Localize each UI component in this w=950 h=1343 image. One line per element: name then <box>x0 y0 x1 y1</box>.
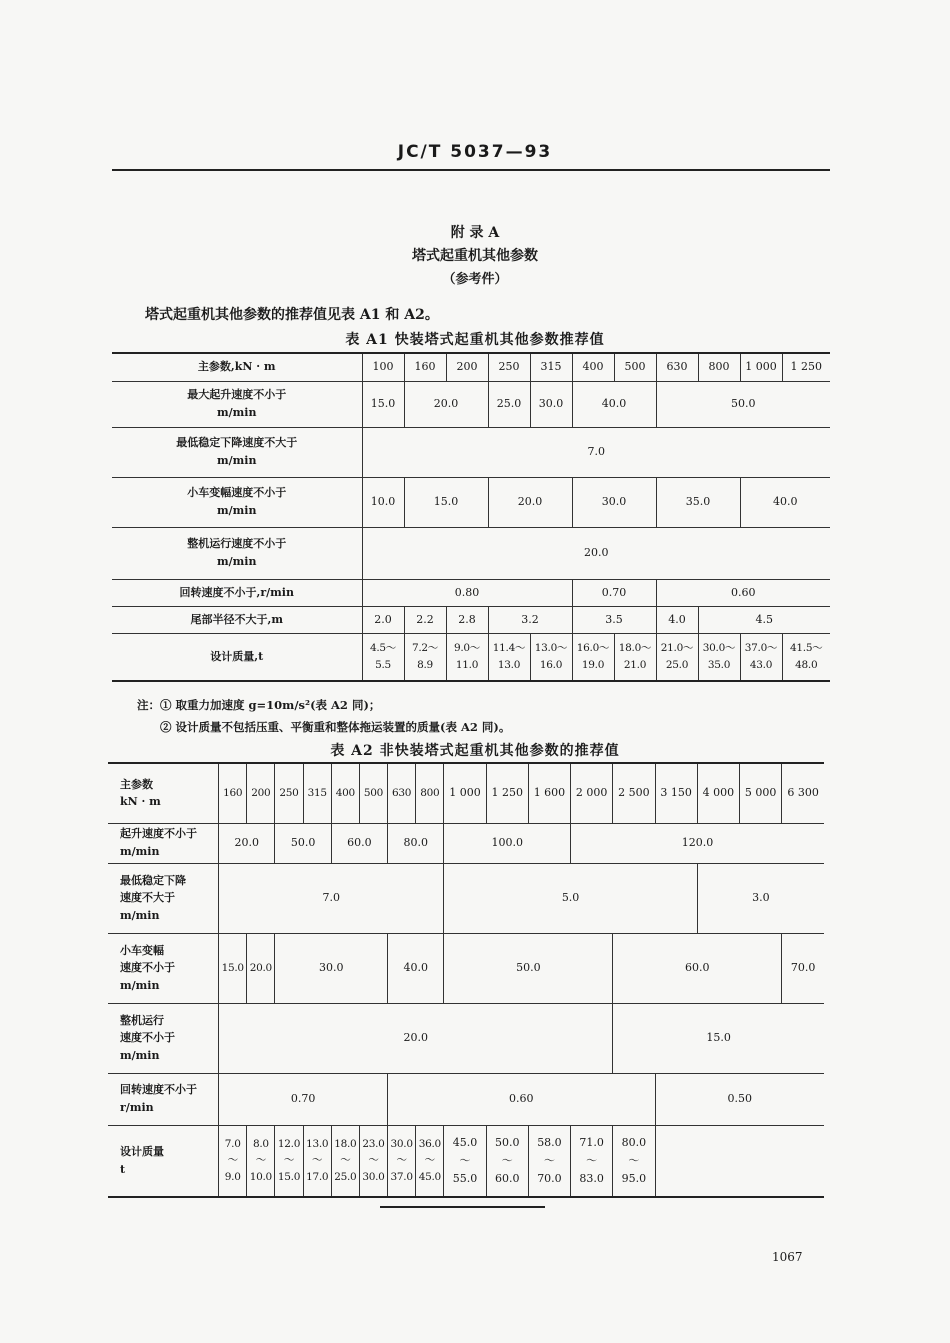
a1-hoist-label: 最大起升速度不小于 m/min <box>112 381 362 427</box>
a1-trolley-label: 小车变幅速度不小于 m/min <box>112 477 362 527</box>
a1-hoist-cell: 25.0 <box>488 381 530 427</box>
a2-header-cell: 3 150 <box>655 763 697 823</box>
a1-tail-cell: 2.8 <box>446 606 488 633</box>
a2-header-cell: 1 600 <box>528 763 570 823</box>
a1-header-cell: 315 <box>530 353 572 381</box>
a2-trolley-cell: 15.0 <box>219 933 247 1003</box>
a2-trolley-cell: 70.0 <box>782 933 824 1003</box>
a1-mass-label: 设计质量,t <box>112 633 362 681</box>
table-a1-caption: 表 A1 快装塔式起重机其他参数推荐值 <box>345 332 605 348</box>
a2-mass-cell: 71.0 ～ 83.0 <box>571 1125 613 1197</box>
intro-text: 塔式起重机其他参数的推荐值见表 A1 和 A2。 <box>145 307 439 323</box>
a2-hoist-label: 起升速度不小于 m/min <box>108 823 219 863</box>
a2-mass-cell: 13.0 ～ 17.0 <box>303 1125 331 1197</box>
a2-header-cell: 1 000 <box>444 763 486 823</box>
a2-hoist-cell: 50.0 <box>275 823 331 863</box>
a1-travel-label: 整机运行速度不小于 m/min <box>112 527 362 579</box>
a2-hoist-cell: 80.0 <box>388 823 444 863</box>
a2-mass-cell: 30.0 ～ 37.0 <box>388 1125 416 1197</box>
a2-mass-cell: 58.0 ～ 70.0 <box>528 1125 570 1197</box>
a2-header-cell: 630 <box>388 763 416 823</box>
a2-mass-cell: 50.0 ～ 60.0 <box>486 1125 528 1197</box>
a1-tail-cell: 2.2 <box>404 606 446 633</box>
a1-header-cell: 200 <box>446 353 488 381</box>
a2-travel-label: 整机运行 速度不小于 m/min <box>108 1003 219 1073</box>
a2-trolley-cell: 40.0 <box>388 933 444 1003</box>
a1-slew-cell: 0.80 <box>362 579 572 606</box>
a1-mass-cell: 13.0～ 16.0 <box>530 633 572 681</box>
table-a2-caption: 表 A2 非快装塔式起重机其他参数的推荐值 <box>330 743 620 759</box>
note-1: 注：① 取重力加速度 g=10m/s²(表 A2 同)； <box>137 698 381 712</box>
a2-travel-cell: 20.0 <box>219 1003 613 1073</box>
a1-hoist-cell: 20.0 <box>404 381 488 427</box>
a2-travel-cell: 15.0 <box>613 1003 824 1073</box>
a2-trolley-row <box>108 933 824 1003</box>
a2-header-cell: 5 000 <box>740 763 782 823</box>
standard-code-header: JC/T 5037—93 <box>397 142 553 162</box>
a2-header-cell: 200 <box>247 763 275 823</box>
header-rule <box>112 169 830 171</box>
a2-mass-cell: 12.0 ～ 15.0 <box>275 1125 303 1197</box>
a2-mass-cell: 7.0 ～ 9.0 <box>219 1125 247 1197</box>
a2-mass-cell: 23.0 ～ 30.0 <box>359 1125 387 1197</box>
table-a1 <box>112 352 830 682</box>
a1-mass-cell: 18.0～ 21.0 <box>614 633 656 681</box>
appendix-title: 附 录 A <box>450 225 500 241</box>
a2-mass-row <box>108 1125 824 1197</box>
a2-lower-cell: 7.0 <box>219 863 444 933</box>
page-number: 1067 <box>772 1250 803 1264</box>
a2-trolley-cell: 50.0 <box>444 933 613 1003</box>
a1-hoist-cell: 40.0 <box>572 381 656 427</box>
a1-header-cell: 1 000 <box>740 353 782 381</box>
appendix-subtitle: 塔式起重机其他参数 <box>412 248 538 264</box>
a1-trolley-cell: 20.0 <box>488 477 572 527</box>
a2-slew-cell: 0.70 <box>219 1073 388 1125</box>
a2-hoist-cell: 60.0 <box>331 823 387 863</box>
a1-mass-cell: 16.0～ 19.0 <box>572 633 614 681</box>
a1-hoist-row <box>112 381 830 427</box>
a1-trolley-cell: 15.0 <box>404 477 488 527</box>
a2-header-cell: 6 300 <box>782 763 824 823</box>
a1-trolley-cell: 10.0 <box>362 477 404 527</box>
a2-header-cell: 500 <box>359 763 387 823</box>
a2-slew-cell: 0.50 <box>655 1073 824 1125</box>
a2-trolley-cell: 60.0 <box>613 933 782 1003</box>
a1-trolley-cell: 30.0 <box>572 477 656 527</box>
a2-mass-cell: 45.0 ～ 55.0 <box>444 1125 486 1197</box>
a2-mass-label: 设计质量 t <box>108 1125 219 1197</box>
a1-mass-cell: 7.2～ 8.9 <box>404 633 446 681</box>
a1-hoist-cell: 50.0 <box>656 381 830 427</box>
a1-header-cell: 630 <box>656 353 698 381</box>
a1-header-row <box>112 353 830 381</box>
a2-header-cell: 250 <box>275 763 303 823</box>
a1-header-cell: 500 <box>614 353 656 381</box>
a2-header-cell: 2 500 <box>613 763 655 823</box>
a1-header-cell: 250 <box>488 353 530 381</box>
a2-header-label: 主参数 kN · m <box>108 763 219 823</box>
a2-slew-label: 回转速度不小于 r/min <box>108 1073 219 1125</box>
a1-header-label: 主参数,kN · m <box>112 353 362 381</box>
a1-tail-cell: 2.0 <box>362 606 404 633</box>
a2-header-cell: 400 <box>331 763 359 823</box>
a1-hoist-cell: 30.0 <box>530 381 572 427</box>
a1-header-cell: 160 <box>404 353 446 381</box>
a2-mass-empty-cell <box>655 1125 824 1197</box>
footer-rule <box>380 1206 545 1208</box>
a1-lower-label: 最低稳定下降速度不大于 m/min <box>112 427 362 477</box>
a1-header-cell: 1 250 <box>782 353 830 381</box>
table-a2 <box>108 762 824 1198</box>
a2-hoist-cell: 100.0 <box>444 823 571 863</box>
a2-header-cell: 1 250 <box>486 763 528 823</box>
a2-mass-cell: 8.0 ～ 10.0 <box>247 1125 275 1197</box>
a1-lower-cell: 7.0 <box>362 427 830 477</box>
a2-slew-cell: 0.60 <box>388 1073 655 1125</box>
a2-lower-row <box>108 863 824 933</box>
a1-lower-row <box>112 427 830 477</box>
a2-header-cell: 800 <box>416 763 444 823</box>
a1-mass-cell: 11.4～ 13.0 <box>488 633 530 681</box>
a1-tail-row <box>112 606 830 633</box>
a2-slew-row <box>108 1073 824 1125</box>
a2-trolley-cell: 20.0 <box>247 933 275 1003</box>
a1-slew-cell: 0.60 <box>656 579 830 606</box>
a2-mass-cell: 36.0 ～ 45.0 <box>416 1125 444 1197</box>
a1-header-cell: 100 <box>362 353 404 381</box>
a2-travel-row <box>108 1003 824 1073</box>
a2-hoist-row <box>108 823 824 863</box>
a2-trolley-cell: 30.0 <box>275 933 388 1003</box>
a1-slew-label: 回转速度不小于,r/min <box>112 579 362 606</box>
a2-hoist-cell: 20.0 <box>219 823 275 863</box>
a1-mass-cell: 21.0～ 25.0 <box>656 633 698 681</box>
a1-tail-label: 尾部半径不大于,m <box>112 606 362 633</box>
a1-slew-row <box>112 579 830 606</box>
a1-mass-cell: 9.0～ 11.0 <box>446 633 488 681</box>
note-2: ② 设计质量不包括压重、平衡重和整体拖运装置的质量(表 A2 同)。 <box>160 720 511 734</box>
a2-lower-label: 最低稳定下降 速度不大于 m/min <box>108 863 219 933</box>
a2-header-cell: 160 <box>219 763 247 823</box>
a1-tail-cell: 4.5 <box>698 606 830 633</box>
a1-tail-cell: 3.5 <box>572 606 656 633</box>
a1-trolley-cell: 35.0 <box>656 477 740 527</box>
a1-tail-cell: 4.0 <box>656 606 698 633</box>
a1-header-cell: 800 <box>698 353 740 381</box>
a2-header-cell: 315 <box>303 763 331 823</box>
a1-travel-row <box>112 527 830 579</box>
a1-slew-cell: 0.70 <box>572 579 656 606</box>
a2-header-cell: 4 000 <box>697 763 739 823</box>
a1-mass-cell: 4.5～ 5.5 <box>362 633 404 681</box>
a1-trolley-row <box>112 477 830 527</box>
a1-hoist-cell: 15.0 <box>362 381 404 427</box>
a2-header-row <box>108 763 824 823</box>
a2-mass-cell: 18.0 ～ 25.0 <box>331 1125 359 1197</box>
a1-header-cell: 400 <box>572 353 614 381</box>
a2-trolley-label: 小车变幅 速度不小于 m/min <box>108 933 219 1003</box>
a1-mass-cell: 30.0～ 35.0 <box>698 633 740 681</box>
a2-mass-cell: 80.0 ～ 95.0 <box>613 1125 655 1197</box>
a1-mass-cell: 41.5～ 48.0 <box>782 633 830 681</box>
a1-mass-row <box>112 633 830 681</box>
a2-header-cell: 2 000 <box>571 763 613 823</box>
a1-mass-cell: 37.0～ 43.0 <box>740 633 782 681</box>
a2-hoist-cell: 120.0 <box>571 823 824 863</box>
a2-lower-cell: 3.0 <box>697 863 824 933</box>
a1-trolley-cell: 40.0 <box>740 477 830 527</box>
a1-travel-cell: 20.0 <box>362 527 830 579</box>
appendix-note: （参考件） <box>442 272 508 287</box>
a1-tail-cell: 3.2 <box>488 606 572 633</box>
a2-lower-cell: 5.0 <box>444 863 697 933</box>
